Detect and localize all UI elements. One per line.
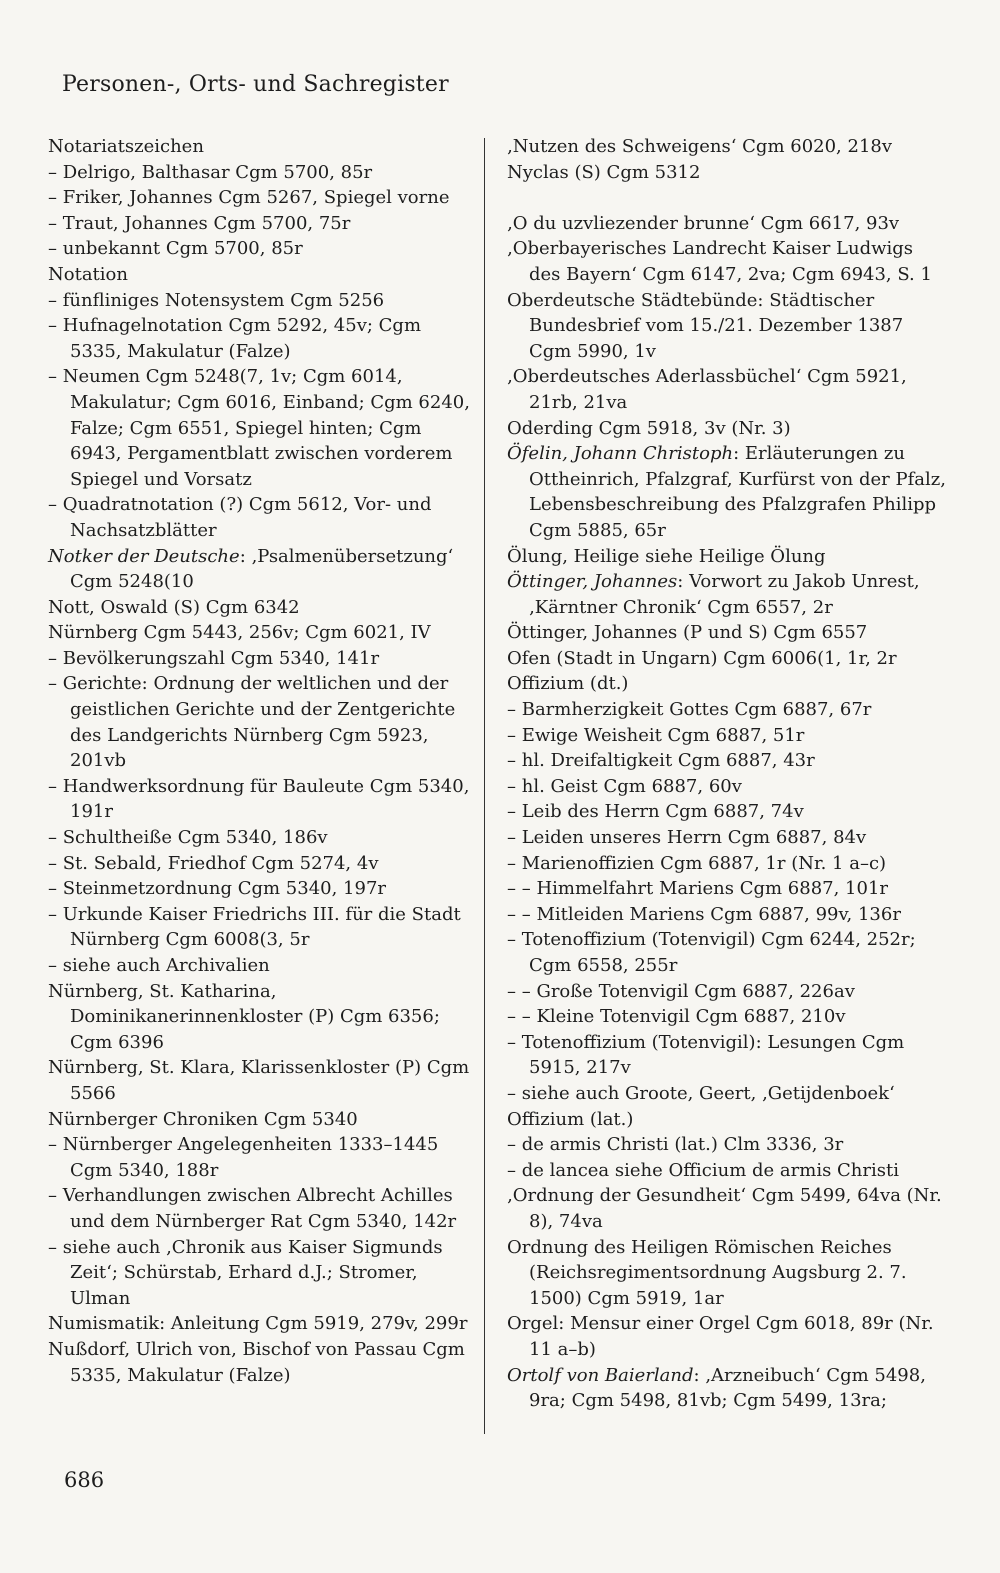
index-entry xyxy=(48,620,478,646)
index-entry xyxy=(507,646,947,672)
entry-text: – de armis Christi (lat.) Clm 3336, 3r xyxy=(507,1134,844,1156)
index-entry xyxy=(48,646,478,672)
entry-text: Öttinger, Johannes (P und S) Cgm 6557 xyxy=(507,622,868,644)
index-entry xyxy=(48,1055,478,1106)
index-entry xyxy=(507,1004,947,1030)
index-entry xyxy=(507,799,947,825)
entry-text: : ‚Arzneibuch‘ Cgm 5498, 9ra; Cgm 5498, 81vb; Cgm 5499, 13ra; xyxy=(529,1364,926,1412)
entry-text: Nürnberger Chroniken Cgm 5340 xyxy=(48,1108,358,1130)
entry-text: – Ewige Weisheit Cgm 6887, 51r xyxy=(507,724,805,746)
index-entry xyxy=(507,774,947,800)
index-entry xyxy=(48,364,478,492)
index-entry xyxy=(507,364,947,415)
index-entry xyxy=(507,211,947,237)
entry-text: – Gerichte: Ordnung der weltlichen und der geistlichen Gerichte und der Zentgerichte des Landgerichts Nürnberg Cgm 5923, 201vb xyxy=(48,673,456,772)
entry-text: Nürnberg Cgm 5443, 256v; Cgm 6021, IV xyxy=(48,622,431,644)
entry-text: – siehe auch ‚Chronik aus Kaiser Sigmunds Zeit‘; Schürstab, Erhard d.J.; Stromer, Ulman xyxy=(48,1236,443,1309)
entry-author: Ortolf von Baierland xyxy=(507,1364,694,1386)
entry-text: : Vorwort zu Jakob Unrest, ‚Kärntner Chronik‘ Cgm 6557, 2r xyxy=(529,571,920,618)
entry-text: Nyclas (S) Cgm 5312 xyxy=(507,161,701,183)
index-entry xyxy=(48,262,478,288)
index-entry xyxy=(507,620,947,646)
index-entry xyxy=(507,134,947,160)
entry-text: : ‚Psalmenübersetzung‘ Cgm 5248(10 xyxy=(70,545,454,593)
index-entry xyxy=(507,236,947,287)
index-entry xyxy=(48,544,478,595)
index-entry xyxy=(507,1132,947,1158)
entry-text: Ofen (Stadt in Ungarn) Cgm 6006(1, 1r, 2r xyxy=(507,647,897,669)
index-entry xyxy=(507,979,947,1005)
entry-text: – Steinmetzordnung Cgm 5340, 197r xyxy=(48,878,387,900)
entry-text: – Schultheiße Cgm 5340, 186v xyxy=(48,827,328,849)
entry-text: ‚O du uzvliezender brunne‘ Cgm 6617, 93v xyxy=(507,212,900,234)
index-entry xyxy=(507,723,947,749)
entry-text: Offizium (lat.) xyxy=(507,1108,634,1130)
index-entry xyxy=(48,1107,478,1133)
index-entry xyxy=(507,1107,947,1133)
running-header: Personen-, Orts- und Sachregister xyxy=(62,72,449,97)
index-entry xyxy=(48,1235,478,1312)
index-entry xyxy=(48,236,478,262)
entry-text: – Totenoffizium (Totenvigil): Lesungen Cgm 5915, 217v xyxy=(507,1031,905,1079)
index-entry xyxy=(48,134,478,160)
entry-text: – unbekannt Cgm 5700, 85r xyxy=(48,238,303,260)
index-entry xyxy=(507,416,947,442)
entry-text: ‚Nutzen des Schweigens‘ Cgm 6020, 218v xyxy=(507,136,893,157)
page-number: 686 xyxy=(64,1468,105,1492)
index-entry xyxy=(48,851,478,877)
entry-text: Ordnung des Heiligen Römischen Reiches (Reichsregimentsordnung Augsburg 2. 7. 1500) Cgm 5919, 1ar xyxy=(507,1236,907,1309)
index-entry xyxy=(507,1158,947,1184)
entry-text: – de lancea siehe Officium de armis Christi xyxy=(507,1159,899,1181)
index-entry xyxy=(507,825,947,851)
entry-text: Notariatszeichen xyxy=(48,136,204,157)
index-entry xyxy=(507,1235,947,1312)
entry-text: Nußdorf, Ulrich von, Bischof von Passau Cgm 5335, Makulatur (Falze) xyxy=(48,1338,465,1386)
entry-text: – Leiden unseres Herrn Cgm 6887, 84v xyxy=(507,827,867,849)
entry-author: Notker der Deutsche xyxy=(48,545,240,567)
index-entry xyxy=(507,1183,947,1234)
index-entry xyxy=(507,1081,947,1107)
entry-text: – hl. Geist Cgm 6887, 60v xyxy=(507,775,742,797)
entry-text: Oberdeutsche Städtebünde: Städtischer Bundesbrief vom 15./21. Dezember 1387 Cgm 5990, 1v xyxy=(507,289,904,362)
index-entry xyxy=(507,748,947,774)
index-entry xyxy=(48,774,478,825)
entry-text: – Neumen Cgm 5248(7, 1v; Cgm 6014, Makulatur; Cgm 6016, Einband; Cgm 6240, Falze; Cgm 6551, Spiegel hinten; Cgm 6943, Pergamentblatt zwischen vorderem Spiegel und Vorsatz xyxy=(48,366,470,490)
index-entry xyxy=(48,211,478,237)
entry-text: : Erläuterungen zu Ottheinrich, Pfalzgraf, Kurfürst von der Pfalz, Lebensbeschreibung des Pfalzgrafen Philipp Cgm 5885, 65r xyxy=(529,443,946,541)
entry-text: – – Mitleiden Mariens Cgm 6887, 99v, 136r xyxy=(507,903,901,925)
index-entry xyxy=(48,1311,478,1337)
index-entry xyxy=(507,927,947,978)
entry-text: – Quadratnotation (?) Cgm 5612, Vor- und Nachsatzblätter xyxy=(48,494,432,541)
entry-text: – siehe auch Archivalien xyxy=(48,955,270,976)
entry-text: ‚Oberdeutsches Aderlassbüchel‘ Cgm 5921, 21rb, 21va xyxy=(507,366,907,413)
entry-text: – – Himmelfahrt Mariens Cgm 6887, 101r xyxy=(507,878,889,900)
index-entry xyxy=(507,851,947,877)
index-entry xyxy=(48,160,478,186)
entry-text: Ölung, Heilige siehe Heilige Ölung xyxy=(507,545,826,567)
left-column xyxy=(48,134,478,1388)
entry-text: – siehe auch Groote, Geert, ‚Getijdenboek‘ xyxy=(507,1082,895,1104)
entry-text: Nürnberg, St. Klara, Klarissenkloster (P) Cgm 5566 xyxy=(48,1057,470,1104)
entry-author: Öttinger, Johannes xyxy=(507,571,678,593)
entry-text: – Handwerksordnung für Bauleute Cgm 5340, 191r xyxy=(48,775,470,823)
entry-text: ‚Ordnung der Gesundheit‘ Cgm 5499, 64va (Nr. 8), 74va xyxy=(507,1185,942,1232)
entry-text: – – Kleine Totenvigil Cgm 6887, 210v xyxy=(507,1006,846,1028)
entry-text: Orgel: Mensur einer Orgel Cgm 6018, 89r (Nr. 11 a–b) xyxy=(507,1313,934,1360)
index-entry xyxy=(507,697,947,723)
entry-text: – Totenoffizium (Totenvigil) Cgm 6244, 252r; Cgm 6558, 255r xyxy=(507,929,916,976)
entry-text: – St. Sebald, Friedhof Cgm 5274, 4v xyxy=(48,852,379,874)
entry-text: – Barmherzigkeit Gottes Cgm 6887, 67r xyxy=(507,699,872,721)
entry-text: Nürnberg, St. Katharina, Dominikanerinnenkloster (P) Cgm 6356; Cgm 6396 xyxy=(48,980,440,1053)
entry-text: – Bevölkerungszahl Cgm 5340, 141r xyxy=(48,647,380,669)
index-entry xyxy=(507,288,947,365)
index-entry xyxy=(48,825,478,851)
index-entry xyxy=(48,1183,478,1234)
index-entry xyxy=(507,902,947,928)
index-entry xyxy=(507,160,947,186)
index-entry xyxy=(507,441,947,543)
index-entry xyxy=(48,595,478,621)
index-entry xyxy=(48,492,478,543)
entry-text: – Traut, Johannes Cgm 5700, 75r xyxy=(48,212,351,234)
entry-text: Oderding Cgm 5918, 3v (Nr. 3) xyxy=(507,417,791,439)
entry-text: ‚Oberbayerisches Landrecht Kaiser Ludwigs des Bayern‘ Cgm 6147, 2va; Cgm 6943, S. 1 xyxy=(507,238,932,285)
entry-text: – Delrigo, Balthasar Cgm 5700, 85r xyxy=(48,161,373,183)
index-entry xyxy=(48,288,478,314)
index-entry xyxy=(507,1311,947,1362)
index-entry xyxy=(507,1030,947,1081)
index-entry xyxy=(507,569,947,620)
index-entry xyxy=(48,1132,478,1183)
entry-text: Offizium (dt.) xyxy=(507,673,629,695)
right-column xyxy=(507,134,947,1414)
index-entry xyxy=(48,1337,478,1388)
entry-text: Numismatik: Anleitung Cgm 5919, 279v, 299r xyxy=(48,1313,468,1335)
index-entry xyxy=(48,979,478,1056)
index-entry xyxy=(48,671,478,773)
entry-text: Notation xyxy=(48,263,128,285)
index-entry xyxy=(48,902,478,953)
index-entry xyxy=(48,876,478,902)
entry-text: – Nürnberger Angelegenheiten 1333–1445 Cgm 5340, 188r xyxy=(48,1134,439,1181)
entry-text: – Marienoffizien Cgm 6887, 1r (Nr. 1 a–c) xyxy=(507,852,887,874)
entry-text: – hl. Dreifaltigkeit Cgm 6887, 43r xyxy=(507,750,815,772)
index-entry xyxy=(48,313,478,364)
index-entry xyxy=(507,876,947,902)
entry-author: Öfelin, Johann Christoph xyxy=(507,443,734,465)
entry-text: Nott, Oswald (S) Cgm 6342 xyxy=(48,596,300,618)
index-entry xyxy=(507,1363,947,1414)
entry-text: – Friker, Johannes Cgm 5267, Spiegel vorne xyxy=(48,187,450,209)
entry-text: – Urkunde Kaiser Friedrichs III. für die Stadt Nürnberg Cgm 6008(3, 5r xyxy=(48,903,461,951)
index-entry xyxy=(48,185,478,211)
index-entry xyxy=(507,544,947,570)
entry-text: – Verhandlungen zwischen Albrecht Achilles und dem Nürnberger Rat Cgm 5340, 142r xyxy=(48,1185,457,1232)
entry-text: – Hufnagelnotation Cgm 5292, 45v; Cgm 5335, Makulatur (Falze) xyxy=(48,315,422,362)
column-divider xyxy=(484,138,485,1434)
index-entry xyxy=(48,953,478,979)
entry-spacer xyxy=(507,185,947,211)
entry-text: – – Große Totenvigil Cgm 6887, 226av xyxy=(507,980,855,1002)
entry-text: – Leib des Herrn Cgm 6887, 74v xyxy=(507,801,804,823)
index-entry xyxy=(507,671,947,697)
entry-text: – fünfliniges Notensystem Cgm 5256 xyxy=(48,289,385,311)
